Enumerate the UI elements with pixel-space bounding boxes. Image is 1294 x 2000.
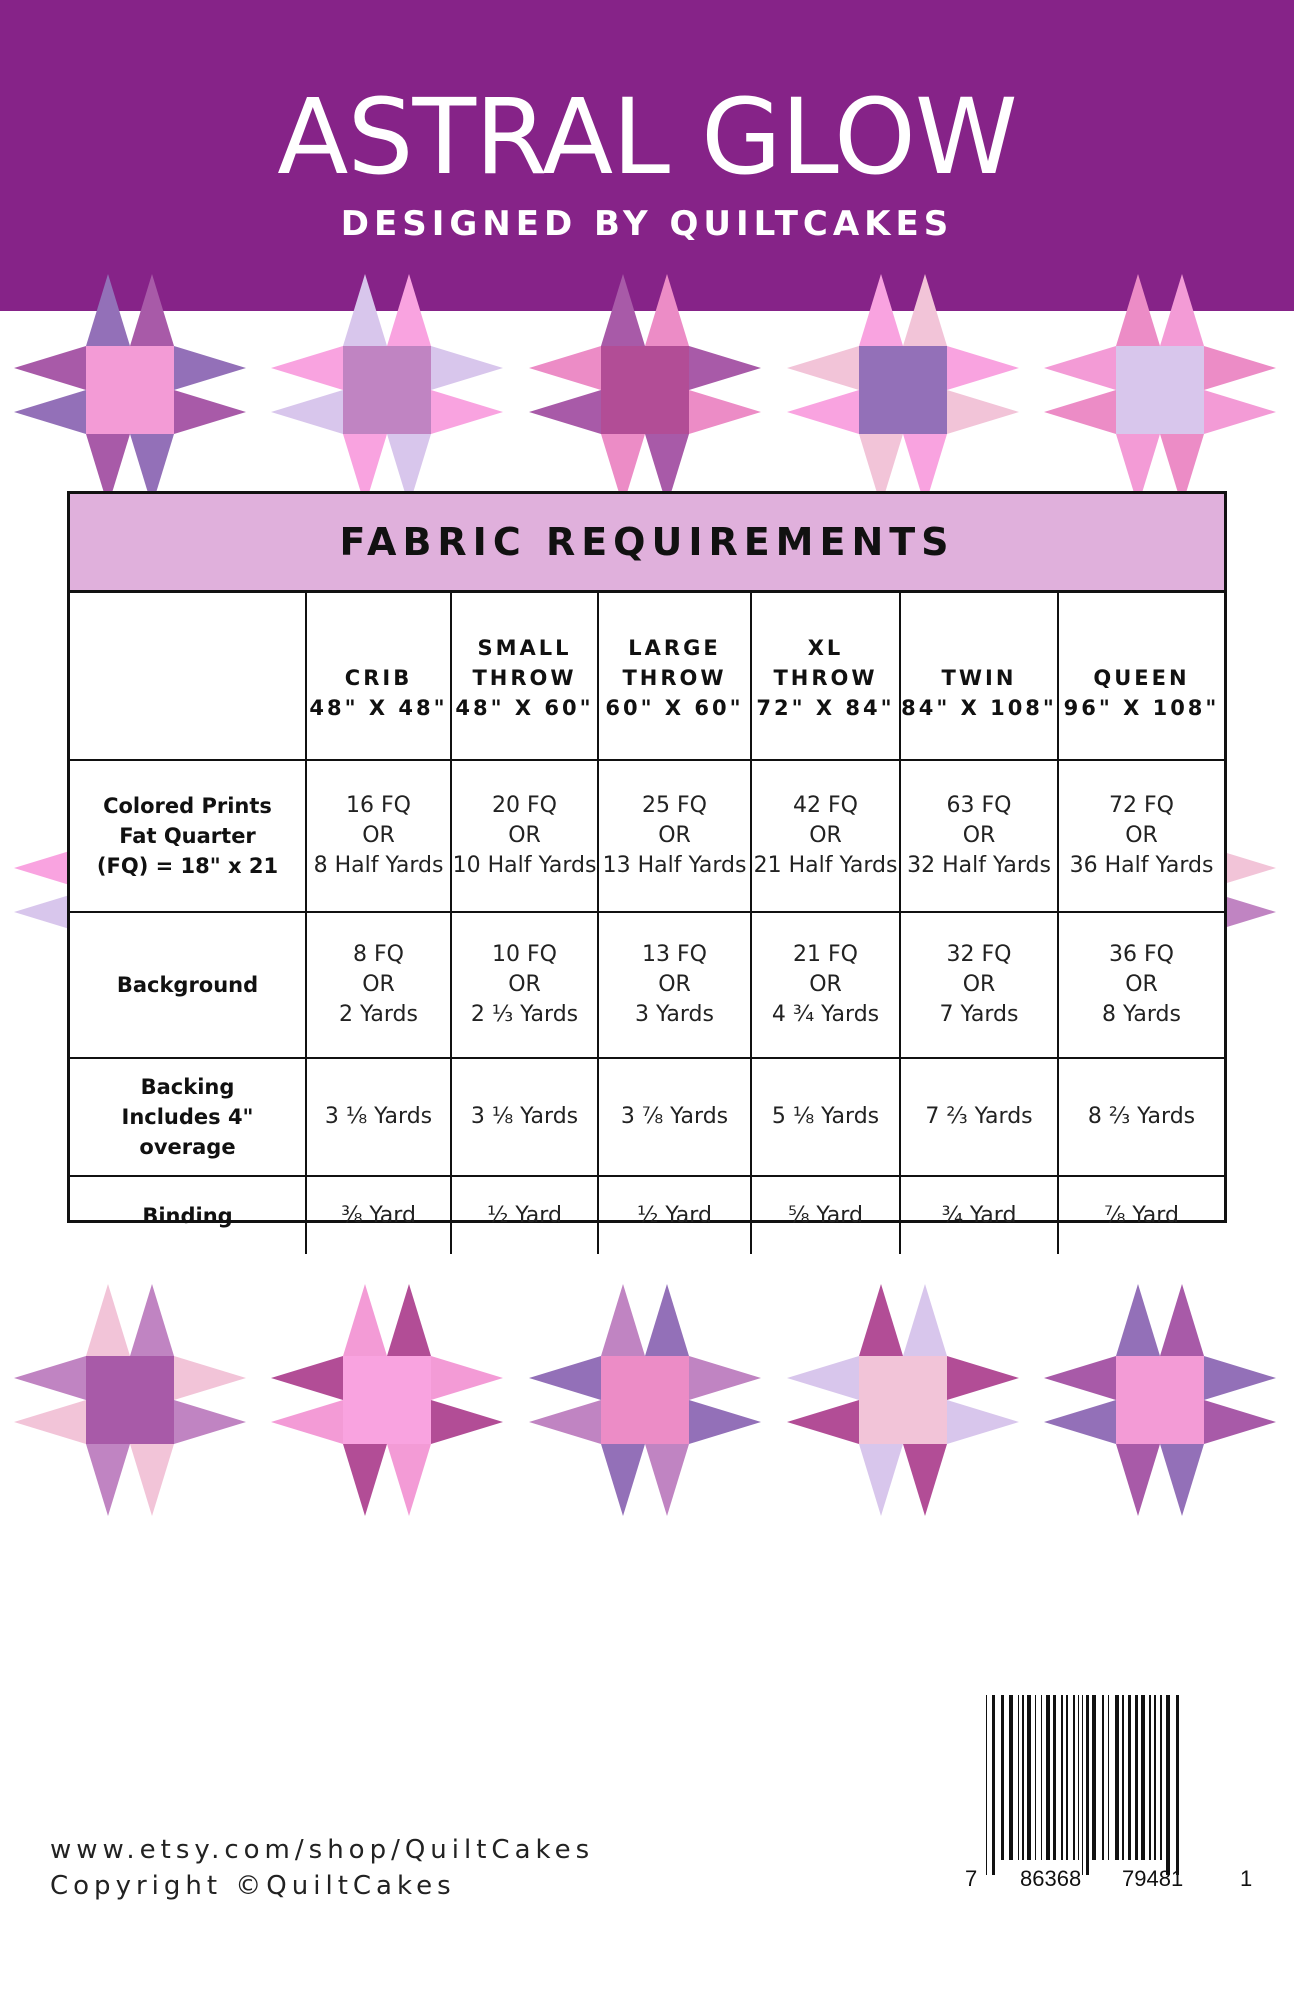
star-patch (601, 1284, 645, 1356)
star-patch (601, 274, 645, 346)
row-label (70, 1176, 306, 1254)
barcode-bar (1053, 1695, 1056, 1860)
size-column-header (451, 593, 598, 760)
star-patch (1204, 1400, 1276, 1444)
requirement-value: OR (809, 972, 842, 997)
requirement-value: OR (809, 823, 842, 848)
star-patch (529, 1356, 601, 1400)
star-patch (174, 390, 246, 434)
barcode-bar (1149, 1695, 1151, 1860)
star-patch (787, 1400, 859, 1444)
requirements-grid (70, 593, 1224, 1254)
requirement-value: 25 FQ (642, 793, 707, 818)
row-label (70, 760, 306, 912)
star-patch (387, 274, 431, 346)
star-patch (431, 1356, 503, 1400)
requirement-cell (900, 912, 1058, 1058)
star-patch (529, 1400, 601, 1444)
footer-info (50, 1832, 594, 1904)
requirement-value: 8 FQ (353, 942, 404, 967)
star-patch (787, 346, 859, 390)
star-patch (86, 274, 130, 346)
requirement-value: OR (1125, 972, 1158, 997)
star-patch (787, 390, 859, 434)
star-patch (1204, 1356, 1276, 1400)
requirement-value: ⅞ Yard (1104, 1202, 1179, 1228)
size-name: LARGE (628, 636, 721, 660)
size-dimensions: 96" X 108" (1063, 696, 1220, 720)
requirement-value: OR (362, 972, 395, 997)
star-patch (343, 1444, 387, 1516)
star-patch (947, 390, 1019, 434)
copyright-text: Copyright ©QuiltCakes (50, 1871, 456, 1901)
barcode-bar (1027, 1695, 1031, 1860)
size-column-header (751, 593, 900, 760)
requirement-value: 3 ⅞ Yards (620, 1104, 729, 1129)
star-patch (689, 1400, 761, 1444)
requirement-value: 13 FQ (642, 942, 707, 967)
requirement-row (70, 760, 1224, 912)
requirement-cell (751, 760, 900, 912)
requirement-value: 3 Yards (635, 1002, 714, 1027)
barcode-bar (1108, 1695, 1109, 1860)
requirement-value: OR (658, 972, 691, 997)
star-patch (859, 1284, 903, 1356)
requirement-cell (1058, 760, 1224, 912)
requirement-value: 36 Half Yards (1069, 853, 1214, 878)
barcode-bar (1018, 1695, 1019, 1860)
barcode-bar (1115, 1695, 1119, 1860)
star-patch (1116, 1444, 1160, 1516)
requirement-value: 13 Half Yards (602, 853, 747, 878)
size-name: THROW (773, 666, 878, 690)
barcode-bar (1061, 1695, 1063, 1860)
star-patch (1160, 274, 1204, 346)
row-label-line: Includes 4" overage (121, 1105, 254, 1159)
row-label-line: Binding (142, 1203, 233, 1228)
star-patch (271, 1400, 343, 1444)
size-dimensions: 72" X 84" (756, 696, 895, 720)
requirement-value: OR (1125, 823, 1158, 848)
barcode-bar (1154, 1695, 1156, 1860)
star-patch (601, 1444, 645, 1516)
row-label-line: (FQ) = 18" x 21 (96, 854, 279, 878)
star-patch (947, 1356, 1019, 1400)
barcode-group-2: 79481 (1122, 1866, 1184, 1891)
requirement-cell (900, 1176, 1058, 1254)
star-patch (903, 274, 947, 346)
star-patch (14, 1400, 86, 1444)
star-patch (1044, 1400, 1116, 1444)
requirement-cell (751, 1058, 900, 1176)
star-center-square (86, 1356, 174, 1444)
star-patch (689, 1356, 761, 1400)
requirement-cell (1058, 1176, 1224, 1254)
requirement-value: 20 FQ (492, 793, 557, 818)
requirement-value: ⅜ Yard (341, 1202, 416, 1228)
requirement-value: 10 Half Yards (452, 853, 597, 878)
barcode-digit-left: 7 (965, 1866, 978, 1891)
requirement-value: 32 FQ (946, 942, 1012, 967)
requirement-value: ⅝ Yard (788, 1202, 863, 1228)
requirement-cell (598, 912, 751, 1058)
star-patch (1204, 346, 1276, 390)
star-patch (645, 1444, 689, 1516)
size-column-header (1058, 593, 1224, 760)
requirement-value: 7 Yards (939, 1002, 1019, 1027)
requirement-row (70, 1176, 1224, 1254)
barcode-bar (992, 1695, 995, 1875)
requirement-cell (306, 1176, 451, 1254)
star-patch (1204, 390, 1276, 434)
barcode-bar (1102, 1695, 1104, 1860)
requirement-cell (598, 1058, 751, 1176)
row-label-line: Backing (140, 1075, 235, 1099)
star-patch (130, 1284, 174, 1356)
star-center-square (343, 346, 431, 434)
star-center-square (859, 346, 947, 434)
star-patch (903, 1444, 947, 1516)
star-patch (645, 274, 689, 346)
requirement-value: 32 Half Yards (907, 853, 1051, 878)
star-center-square (601, 1356, 689, 1444)
size-header-row (70, 593, 1224, 760)
requirement-row (70, 1058, 1224, 1176)
barcode-bar (1001, 1695, 1004, 1860)
barcode-bar (1122, 1695, 1124, 1860)
barcode-group-1: 86368 (1020, 1866, 1082, 1891)
requirement-value: 8 ⅔ Yards (1087, 1104, 1196, 1129)
requirement-value: 8 Half Yards (313, 853, 444, 878)
size-name: CRIB (344, 666, 413, 690)
requirement-value: ½ Yard (637, 1202, 712, 1228)
requirement-row (70, 912, 1224, 1058)
star-patch (1160, 1444, 1204, 1516)
star-patch (14, 390, 86, 434)
barcode-bar (986, 1695, 987, 1875)
barcode-bar (1176, 1695, 1179, 1875)
star-center-square (859, 1356, 947, 1444)
star-patch (431, 346, 503, 390)
requirement-value: 21 Half Yards (753, 853, 898, 878)
star-patch (947, 1400, 1019, 1444)
requirement-cell (306, 1058, 451, 1176)
star-patch (14, 346, 86, 390)
requirement-cell (598, 760, 751, 912)
pattern-title: ASTRAL GLOW (277, 76, 1017, 198)
requirement-value: OR (962, 823, 996, 848)
star-patch (271, 346, 343, 390)
requirement-cell (451, 912, 598, 1058)
requirement-cell (306, 760, 451, 912)
star-patch (689, 346, 761, 390)
barcode-bar (1092, 1695, 1096, 1860)
star-center-square (1116, 346, 1204, 434)
star-center-square (601, 346, 689, 434)
star-patch (271, 390, 343, 434)
requirement-cell (751, 912, 900, 1058)
star-patch (903, 1284, 947, 1356)
star-patch (130, 1444, 174, 1516)
star-patch (1160, 1284, 1204, 1356)
star-patch (529, 390, 601, 434)
star-center-square (86, 346, 174, 434)
star-patch (14, 1356, 86, 1400)
requirement-value: 2 ⅓ Yards (470, 1002, 579, 1027)
star-center-square (1116, 1356, 1204, 1444)
requirement-cell (451, 760, 598, 912)
requirement-value: 21 FQ (793, 942, 858, 967)
requirement-value: OR (508, 823, 541, 848)
star-patch (947, 346, 1019, 390)
size-name: THROW (622, 666, 727, 690)
star-patch (1044, 346, 1116, 390)
barcode-bar (1066, 1695, 1068, 1860)
star-patch (645, 1284, 689, 1356)
requirement-cell (598, 1176, 751, 1254)
barcode-bar (1160, 1695, 1162, 1860)
star-patch (174, 346, 246, 390)
star-patch (387, 1284, 431, 1356)
website-link[interactable]: www.etsy.com/shop/QuiltCakes (50, 1835, 595, 1865)
barcode-bar (1035, 1695, 1036, 1860)
requirement-value: ½ Yard (487, 1202, 562, 1228)
requirement-value: ¾ Yard (941, 1202, 1017, 1228)
star-patch (431, 390, 503, 434)
barcode-bar (1141, 1695, 1145, 1860)
star-patch (1044, 390, 1116, 434)
size-name: XL (807, 636, 844, 660)
barcode-bar (1166, 1695, 1170, 1875)
star-patch (86, 1284, 130, 1356)
barcode-bar (1073, 1695, 1075, 1860)
requirement-cell (751, 1176, 900, 1254)
requirement-value: 5 ⅛ Yards (771, 1104, 880, 1129)
requirement-value: 2 Yards (339, 1002, 418, 1027)
star-patch (859, 274, 903, 346)
barcode-digit-right: 1 (1240, 1866, 1253, 1891)
star-patch (689, 390, 761, 434)
requirement-value: OR (658, 823, 691, 848)
requirement-value: OR (508, 972, 541, 997)
row-label-line: Background (116, 973, 259, 997)
star-patch (787, 1356, 859, 1400)
star-patch (174, 1356, 246, 1400)
requirement-value: 3 ⅛ Yards (470, 1104, 579, 1129)
star-patch (1116, 274, 1160, 346)
size-dimensions: 60" X 60" (605, 696, 744, 720)
barcode-bar (1022, 1695, 1024, 1860)
barcode-image (960, 1695, 1253, 1895)
requirement-cell (306, 912, 451, 1058)
star-patch (130, 274, 174, 346)
star-patch (343, 1284, 387, 1356)
size-dimensions: 84" X 108" (901, 696, 1057, 720)
size-dimensions: 48" X 48" (309, 696, 448, 720)
size-name: SMALL (477, 636, 572, 660)
row-label (70, 1058, 306, 1176)
requirement-value: 72 FQ (1109, 793, 1174, 818)
requirement-value: 63 FQ (946, 793, 1012, 818)
star-patch (343, 274, 387, 346)
star-patch (1116, 1284, 1160, 1356)
barcode-bar (1041, 1695, 1042, 1860)
requirement-value: OR (962, 972, 996, 997)
star-patch (86, 1444, 130, 1516)
barcode-bar (1128, 1695, 1131, 1860)
size-name: QUEEN (1093, 666, 1190, 690)
star-patch (271, 1356, 343, 1400)
requirement-value: 8 Yards (1102, 1002, 1181, 1027)
star-patch (174, 1400, 246, 1444)
requirement-value: 4 ¾ Yards (771, 1002, 880, 1027)
barcode-bar (1078, 1695, 1079, 1860)
fabric-requirements-table (67, 491, 1227, 1228)
barcode-bar (1135, 1695, 1138, 1860)
requirement-value: 42 FQ (793, 793, 858, 818)
barcode-bar (1082, 1695, 1083, 1875)
fabric-requirements-heading: FABRIC REQUIREMENTS (70, 494, 1224, 593)
row-label (70, 912, 306, 1058)
requirement-cell (1058, 1058, 1224, 1176)
barcode-bar (1046, 1695, 1050, 1860)
size-column-header (306, 593, 451, 760)
requirement-value: OR (362, 823, 395, 848)
designer-subtitle: DESIGNED BY QUILTCAKES (340, 204, 954, 244)
requirement-cell (451, 1058, 598, 1176)
row-label-line: Colored Prints (103, 794, 272, 818)
size-name: THROW (472, 666, 577, 690)
size-name: TWIN (941, 666, 1017, 690)
requirement-value: 16 FQ (346, 793, 411, 818)
requirement-cell (900, 1058, 1058, 1176)
star-patch (431, 1400, 503, 1444)
requirement-value: 10 FQ (492, 942, 557, 967)
row-label-line: Fat Quarter (119, 824, 256, 848)
requirement-cell (451, 1176, 598, 1254)
requirement-cell (900, 760, 1058, 912)
requirement-value: 36 FQ (1109, 942, 1174, 967)
size-dimensions: 48" X 60" (455, 696, 594, 720)
requirement-value: 3 ⅛ Yards (324, 1104, 433, 1129)
corner-cell (70, 593, 306, 760)
star-patch (387, 1444, 431, 1516)
barcode-bar (1086, 1695, 1089, 1875)
size-column-header (900, 593, 1058, 760)
size-column-header (598, 593, 751, 760)
barcode-bar (1009, 1695, 1013, 1860)
star-patch (529, 346, 601, 390)
star-patch (859, 1444, 903, 1516)
star-patch (1044, 1356, 1116, 1400)
requirement-value: 7 ⅔ Yards (925, 1104, 1033, 1129)
star-center-square (343, 1356, 431, 1444)
requirement-cell (1058, 912, 1224, 1058)
